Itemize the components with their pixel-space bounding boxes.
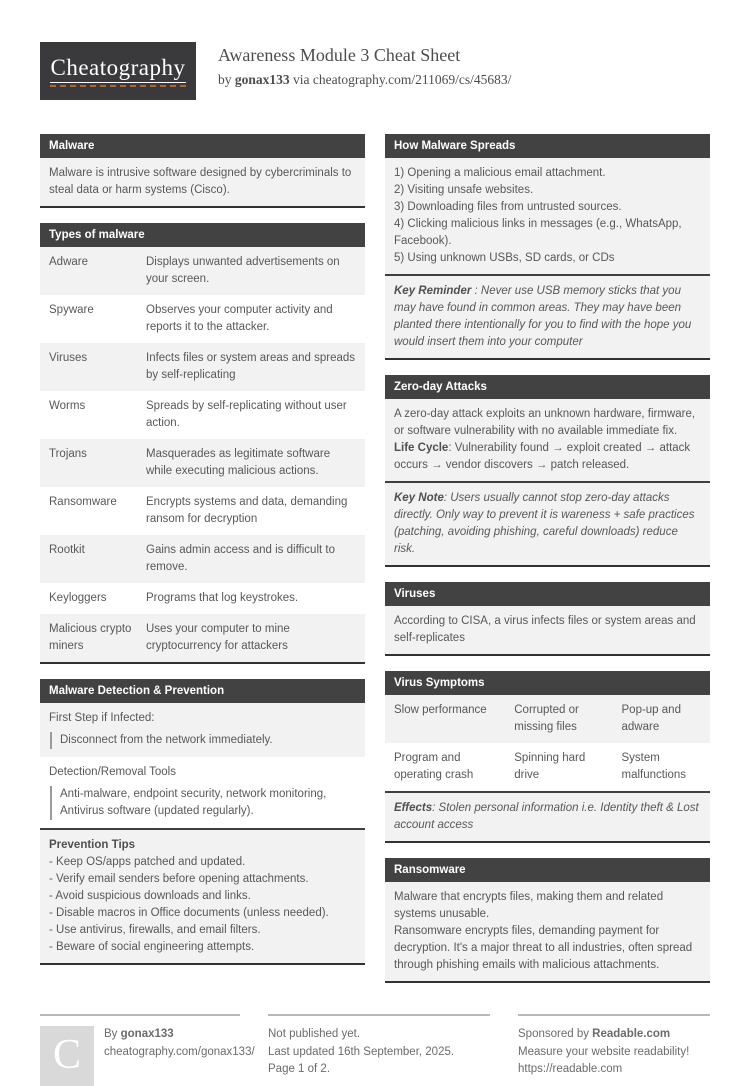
sponsored-by-label: Sponsored by <box>518 1028 589 1040</box>
footer-by-line <box>104 1026 255 1044</box>
effects-note <box>385 791 710 841</box>
viruses-body: According to CISA, a virus infects files or system areas and self-replicates <box>385 606 710 654</box>
symptom-cell: System malfunctions <box>621 752 687 781</box>
table-row <box>40 583 365 614</box>
logo-underline-decoration <box>50 85 185 87</box>
card-types-header: Types of malware <box>40 223 365 247</box>
card-spreads-header: How Malware Spreads <box>385 134 710 158</box>
spread-item: 2) Visiting unsafe websites. <box>394 184 534 196</box>
sheet-url-link[interactable]: cheatography.com/211069/cs/45683/ <box>312 72 512 87</box>
tools-row <box>40 757 365 828</box>
malware-type-desc: Encrypts systems and data, demanding ransom for decryption <box>146 496 348 525</box>
card-detection-prevention <box>40 679 365 965</box>
malware-type-term: Worms <box>49 400 86 412</box>
right-column <box>385 134 710 998</box>
card-malware <box>40 134 365 208</box>
title-block <box>218 42 511 100</box>
card-viruses-header: Viruses <box>385 582 710 606</box>
logo-text: Cheatography <box>50 55 185 83</box>
page-title: Awareness Module 3 Cheat Sheet <box>218 45 461 65</box>
card-virus-symptoms <box>385 671 710 843</box>
card-ransomware-header: Ransomware <box>385 858 710 882</box>
card-viruses <box>385 582 710 656</box>
malware-type-desc: Infects files or system areas and spreads by self-replicating <box>146 352 356 381</box>
author-link[interactable]: gonax133 <box>234 72 290 87</box>
malware-type-desc: Uses your computer to mine cryptocurrency for attackers <box>146 623 290 652</box>
table-row <box>40 487 365 535</box>
key-reminder-label: Key Reminder <box>394 285 472 297</box>
zero-day-lifecycle <box>394 440 701 474</box>
last-updated: Last updated 16th September, 2025. <box>268 1045 455 1058</box>
zero-day-body-row <box>385 399 710 481</box>
card-zero-day <box>385 375 710 567</box>
table-row <box>40 343 365 391</box>
effects-text: : Stolen personal information i.e. Identity theft & Lost account access <box>394 802 699 831</box>
card-malware-body: Malware is intrusive software designed by cybercriminals to steal data or harm systems (Cisco). <box>40 158 365 206</box>
table-row <box>385 743 710 791</box>
sponsor-tagline: Measure your website readability! <box>518 1045 690 1058</box>
life-cycle-text: : Vulnerability found → exploit created → attack occurs → vendor discovers → patch released. <box>394 442 691 471</box>
table-row <box>40 535 365 583</box>
footer-sponsor-column <box>518 1014 710 1086</box>
ransomware-body <box>385 882 710 981</box>
ransomware-paragraph: Ransomware encrypts files, demanding payment for decryption. It's a major threat to all industries, often spread through phishing emails with malicious attachments. <box>394 925 693 971</box>
malware-type-term: Malicious crypto miners <box>49 623 132 652</box>
key-note-label: Key Note <box>394 492 444 504</box>
table-row <box>40 247 365 295</box>
footer-author-column <box>40 1014 255 1086</box>
malware-type-term: Rootkit <box>49 544 85 556</box>
card-detection-header: Malware Detection & Prevention <box>40 679 365 703</box>
key-reminder-note <box>385 274 710 358</box>
spreads-list-row <box>385 158 710 274</box>
card-ransomware <box>385 858 710 983</box>
table-row <box>40 439 365 487</box>
malware-type-term: Ransomware <box>49 496 117 508</box>
tools-label: Detection/Removal Tools <box>49 766 176 778</box>
card-symptoms-header: Virus Symptoms <box>385 671 710 695</box>
publish-status: Not published yet. <box>268 1028 361 1040</box>
byline-via-label: via <box>293 72 310 87</box>
malware-type-desc: Masquerades as legitimate software while executing malicious actions. <box>146 448 331 477</box>
key-reminder-text: : Never use USB memory sticks that you may have found in common areas. They may have been planted there intentionally for you to find with the hope you would insert them into your computer <box>394 285 692 348</box>
prevention-tip: - Verify email senders before opening attachments. <box>49 873 309 885</box>
zero-day-definition: A zero-day attack exploits an unknown hardware, firmware, or software vulnerability with no available immediate fix. <box>394 408 696 437</box>
by-label: By <box>104 1028 118 1040</box>
prevention-tip: - Keep OS/apps patched and updated. <box>49 856 246 868</box>
symptom-cell: Pop-up and adware <box>621 704 681 733</box>
malware-type-term: Spyware <box>49 304 94 316</box>
byline <box>218 72 511 88</box>
page-number: Page 1 of 2. <box>268 1063 331 1075</box>
footer-author-link[interactable]: gonax133 <box>120 1028 174 1040</box>
table-row <box>40 391 365 439</box>
prevention-tip: - Disable macros in Office documents (unless needed). <box>49 907 329 919</box>
footer-status-column <box>268 1014 490 1086</box>
card-zero-day-header: Zero-day Attacks <box>385 375 710 399</box>
symptom-cell: Slow performance <box>394 704 487 716</box>
logo-stack <box>50 55 185 87</box>
card-how-malware-spreads <box>385 134 710 360</box>
table-row <box>40 614 365 662</box>
first-step-row <box>40 703 365 757</box>
prevention-tips-row <box>40 828 365 963</box>
spread-item: 1) Opening a malicious email attachment. <box>394 167 606 179</box>
left-column <box>40 134 365 998</box>
footer-author-text <box>104 1026 255 1086</box>
malware-type-desc: Displays unwanted advertisements on your screen. <box>146 256 340 285</box>
first-step-label: First Step if Infected: <box>49 712 155 724</box>
byline-by-label: by <box>218 72 232 87</box>
malware-type-desc: Gains admin access and is difficult to remove. <box>146 544 335 573</box>
table-row <box>385 695 710 743</box>
symptom-cell: Corrupted or missing files <box>514 704 579 733</box>
tools-quote: Anti-malware, endpoint security, network monitoring, Antivirus software (updated regularly). <box>50 786 356 820</box>
author-avatar[interactable]: C <box>40 1026 94 1086</box>
spread-item: 3) Downloading files from untrusted sources. <box>394 201 622 213</box>
malware-type-term: Viruses <box>49 352 88 364</box>
malware-type-desc: Programs that log keystrokes. <box>146 592 299 604</box>
life-cycle-label: Life Cycle <box>394 442 449 454</box>
table-row <box>40 295 365 343</box>
page-footer <box>40 1014 710 1086</box>
sponsor-line <box>518 1026 710 1044</box>
malware-type-term: Adware <box>49 256 88 268</box>
first-step-quote: Disconnect from the network immediately. <box>50 732 356 749</box>
effects-label: Effects <box>394 802 433 814</box>
content-columns <box>40 134 710 998</box>
sponsor-url-link[interactable]: https://readable.com <box>518 1063 623 1075</box>
malware-type-desc: Spreads by self-replicating without user action. <box>146 400 347 429</box>
footer-profile-url-link[interactable]: cheatography.com/gonax133/ <box>104 1045 255 1058</box>
symptom-cell: Program and operating crash <box>394 752 474 781</box>
prevention-tip: - Avoid suspicious downloads and links. <box>49 890 251 902</box>
key-note <box>385 481 710 565</box>
malware-type-desc: Observes your computer activity and reports it to the attacker. <box>146 304 333 333</box>
cheatography-logo[interactable] <box>40 42 196 100</box>
prevention-tip: - Use antivirus, firewalls, and email filters. <box>49 924 261 936</box>
ransomware-paragraph: Malware that encrypts files, making them and related systems unusable. <box>394 891 664 920</box>
footer-author-inner <box>40 1026 255 1086</box>
card-malware-header: Malware <box>40 134 365 158</box>
prevention-tips-title: Prevention Tips <box>49 839 136 851</box>
spread-item: 5) Using unknown USBs, SD cards, or CDs <box>394 252 615 264</box>
prevention-tip: - Beware of social engineering attempts. <box>49 941 255 953</box>
card-types-of-malware <box>40 223 365 664</box>
symptom-cell: Spinning hard drive <box>514 752 586 781</box>
key-note-text: : Users usually cannot stop zero-day attacks directly. Only way to prevent it is wareness + safe practices (patching, avoiding phishing, careful downloads) reduce risk. <box>394 492 695 555</box>
malware-type-term: Keyloggers <box>49 592 107 604</box>
malware-type-term: Trojans <box>49 448 87 460</box>
sponsor-link[interactable]: Readable.com <box>592 1028 671 1040</box>
spread-item: 4) Clicking malicious links in messages (e.g., WhatsApp, Facebook). <box>394 218 682 247</box>
page-header <box>40 42 710 100</box>
